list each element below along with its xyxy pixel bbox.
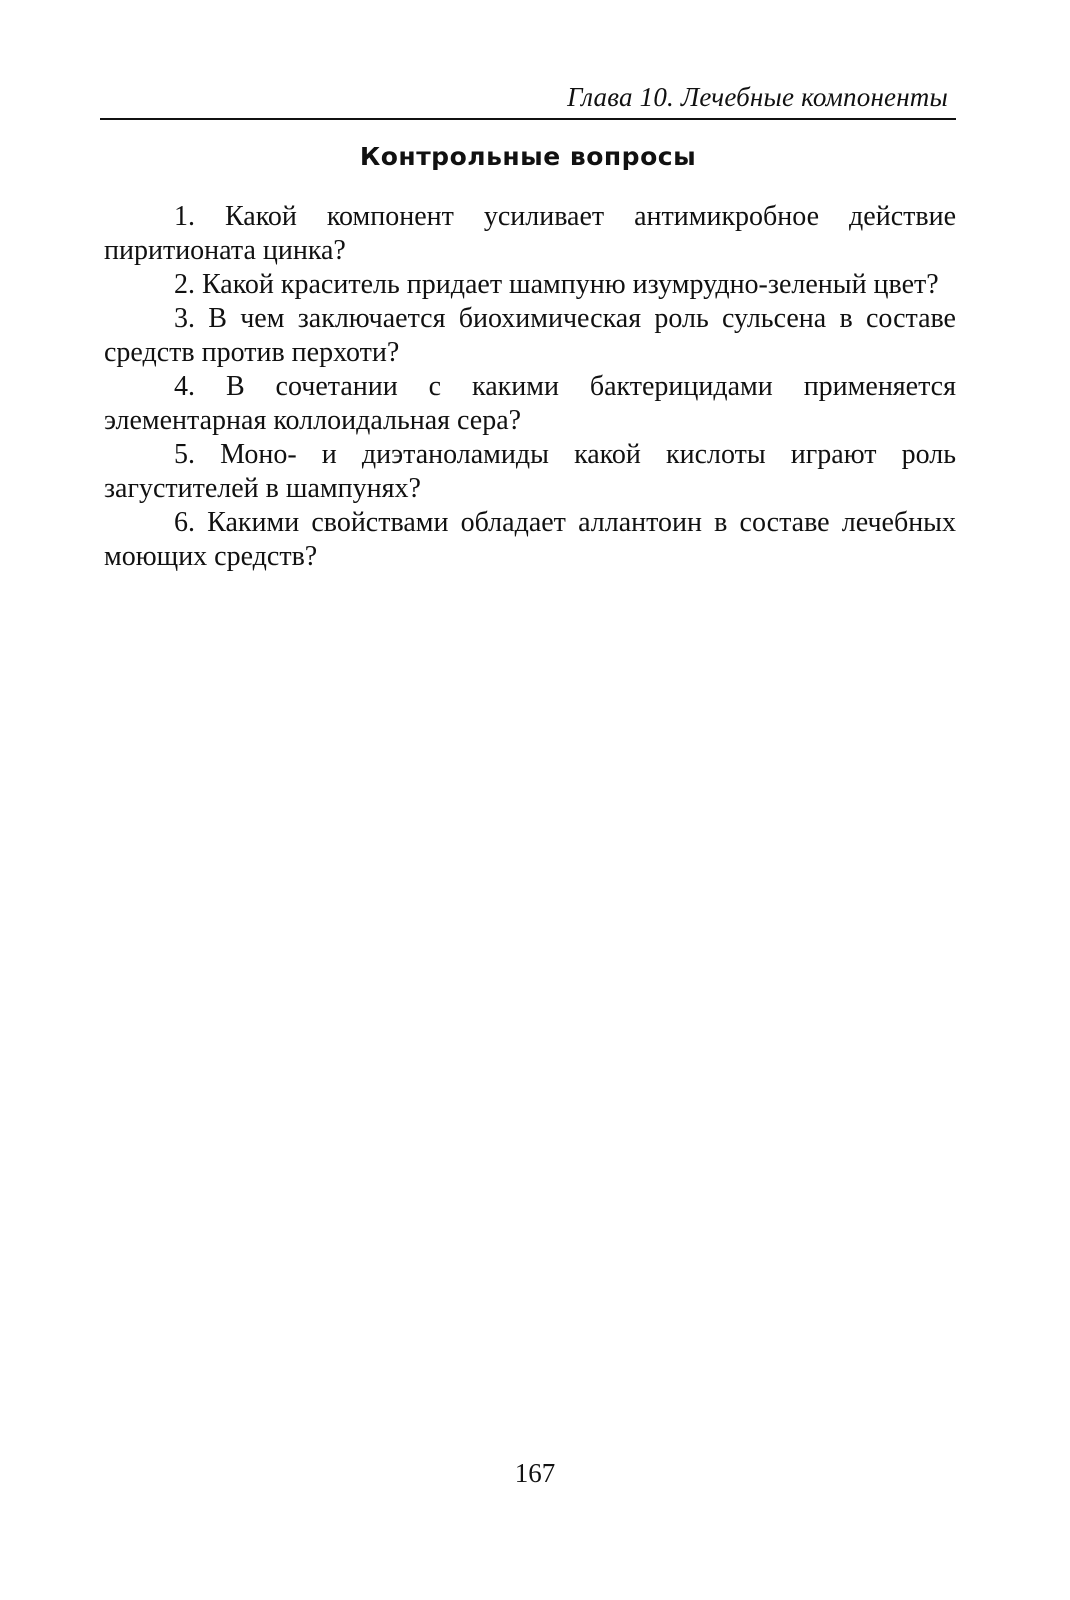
chapter-title: Глава 10. Лечебные компоненты: [567, 82, 948, 112]
header-rule: [100, 118, 956, 120]
running-header: [100, 78, 956, 120]
page-number: 167: [514, 1458, 556, 1488]
question-item: 4. В сочетании с какими бактерицидами применяется элементарная коллоидальная сера?: [104, 371, 956, 436]
section-title: Контрольные вопросы: [359, 142, 697, 171]
question-item: 1. Какой компонент усиливает антимикробное действие пиритионата цинка?: [104, 201, 956, 266]
question-item: 2. Какой краситель придает шампуню изумрудно-зеленый цвет?: [174, 269, 939, 300]
questions-list: [104, 200, 956, 574]
question-item: 3. В чем заключается биохимическая роль сульсена в составе средств против перхоти?: [104, 303, 956, 368]
question-item: 5. Моно- и диэтаноламиды какой кислоты играют роль загустителей в шампунях?: [104, 439, 956, 504]
question-item: 6. Какими свойствами обладает аллантоин в составе лечебных моющих средств?: [104, 507, 956, 572]
